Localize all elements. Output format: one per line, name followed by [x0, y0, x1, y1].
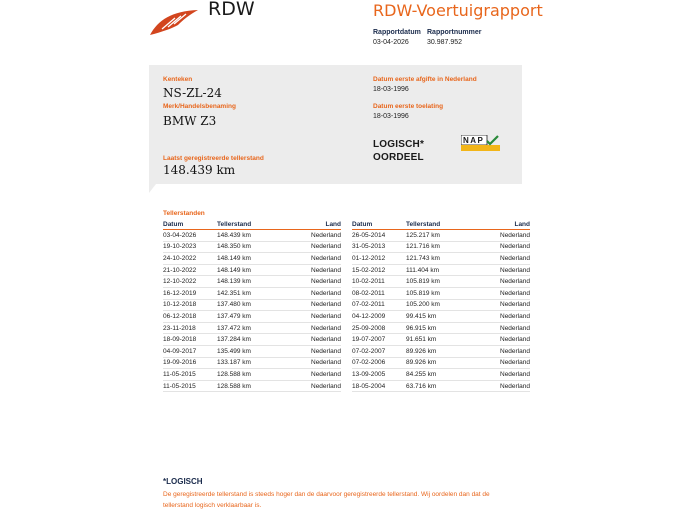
cell-country: Nederland [476, 369, 530, 381]
odometer-label: Laatst geregistreerde tellerstand [163, 155, 264, 162]
report-number-value: 30.987.952 [427, 39, 463, 46]
cell-reading: 148.149 km [217, 253, 287, 265]
cell-date: 07-02-2011 [352, 299, 406, 311]
cell-reading: 121.743 km [406, 253, 476, 265]
table-row [163, 322, 341, 334]
cell-date: 01-12-2012 [352, 253, 406, 265]
table-row [352, 253, 530, 265]
cell-country: Nederland [476, 322, 530, 334]
cell-reading: 99.415 km [406, 311, 476, 323]
cell-country: Nederland [476, 357, 530, 369]
cell-reading: 125.217 km [406, 230, 476, 242]
cell-reading: 105.819 km [406, 276, 476, 288]
cell-date: 31-05-2013 [352, 241, 406, 253]
col-country: Land [287, 220, 341, 230]
table-row [352, 276, 530, 288]
cell-country: Nederland [476, 287, 530, 299]
table-row [352, 299, 530, 311]
table-row [352, 241, 530, 253]
cell-country: Nederland [476, 311, 530, 323]
cell-date: 23-11-2018 [163, 322, 217, 334]
cell-reading: 148.139 km [217, 276, 287, 288]
cell-country: Nederland [287, 369, 341, 381]
cell-reading: 128.588 km [217, 369, 287, 381]
make-label: Merk/Handelsbenaming [163, 103, 236, 110]
odometer-table-right [352, 220, 530, 392]
verdict-line2: OORDEEL [373, 152, 424, 163]
report-date-label: Rapportdatum [373, 29, 421, 36]
cell-country: Nederland [287, 253, 341, 265]
table-row [163, 380, 341, 392]
cell-reading: 148.439 km [217, 230, 287, 242]
brand-name: RDW [208, 0, 255, 20]
nap-badge-text: NAP [463, 136, 485, 146]
cell-reading: 133.187 km [217, 357, 287, 369]
odometer-value: 148.439 km [163, 163, 236, 177]
cell-reading: 121.716 km [406, 241, 476, 253]
make-value: BMW Z3 [163, 114, 217, 128]
cell-date: 24-10-2022 [163, 253, 217, 265]
table-row [163, 253, 341, 265]
cell-date: 19-07-2007 [352, 334, 406, 346]
cell-country: Nederland [476, 253, 530, 265]
table-row [352, 369, 530, 381]
cell-country: Nederland [476, 241, 530, 253]
cell-date: 08-02-2011 [352, 287, 406, 299]
table-row [352, 287, 530, 299]
cell-country: Nederland [476, 334, 530, 346]
first-admission-value: 18-03-1996 [373, 113, 409, 120]
col-country: Land [476, 220, 530, 230]
table-row [352, 380, 530, 392]
cell-country: Nederland [476, 380, 530, 392]
cell-date: 06-12-2018 [163, 311, 217, 323]
cell-reading: 142.351 km [217, 287, 287, 299]
cell-reading: 148.149 km [217, 264, 287, 276]
nap-badge-icon [461, 135, 500, 151]
odometer-table-left [163, 220, 341, 392]
rdw-logo-icon [148, 8, 200, 36]
table-row [352, 345, 530, 357]
cell-country: Nederland [287, 241, 341, 253]
cell-date: 04-09-2017 [163, 345, 217, 357]
cell-reading: 137.472 km [217, 322, 287, 334]
cell-country: Nederland [287, 276, 341, 288]
cell-country: Nederland [476, 264, 530, 276]
cell-reading: 135.499 km [217, 345, 287, 357]
cell-date: 13-09-2005 [352, 369, 406, 381]
cell-country: Nederland [287, 311, 341, 323]
table-row [163, 287, 341, 299]
cell-reading: 105.819 km [406, 287, 476, 299]
cell-reading: 137.284 km [217, 334, 287, 346]
verdict-line1: LOGISCH* [373, 139, 425, 150]
cell-country: Nederland [287, 334, 341, 346]
table-row [352, 322, 530, 334]
cell-reading: 89.926 km [406, 357, 476, 369]
cell-date: 15-02-2012 [352, 264, 406, 276]
cell-date: 25-09-2008 [352, 322, 406, 334]
cell-date: 10-12-2018 [163, 299, 217, 311]
cell-reading: 84.255 km [406, 369, 476, 381]
cell-reading: 137.480 km [217, 299, 287, 311]
col-date: Datum [352, 220, 406, 230]
cell-country: Nederland [287, 345, 341, 357]
cell-date: 11-05-2015 [163, 380, 217, 392]
cell-date: 07-02-2006 [352, 357, 406, 369]
table-row [163, 311, 341, 323]
footnote-title: *LOGISCH [163, 477, 203, 486]
table-row [352, 264, 530, 276]
table-row [163, 357, 341, 369]
cell-reading: 105.200 km [406, 299, 476, 311]
table-row [163, 299, 341, 311]
verdict [373, 138, 424, 164]
cell-date: 19-09-2016 [163, 357, 217, 369]
table-row [352, 230, 530, 242]
table-row [163, 345, 341, 357]
cell-reading: 137.479 km [217, 311, 287, 323]
cell-country: Nederland [287, 230, 341, 242]
cell-date: 21-10-2022 [163, 264, 217, 276]
cell-country: Nederland [287, 322, 341, 334]
cell-date: 12-10-2022 [163, 276, 217, 288]
footnote-text: De geregistreerde tellerstand is steeds hoger dan de daarvoor geregistreerde tellerstand. Wij oordelen dan dat de tellerstand logisch verklaarbaar is. [163, 491, 490, 509]
cell-country: Nederland [287, 264, 341, 276]
col-date: Datum [163, 220, 217, 230]
cell-date: 18-09-2018 [163, 334, 217, 346]
cell-reading: 63.716 km [406, 380, 476, 392]
odometer-section-title: Tellerstanden [163, 210, 205, 217]
cell-date: 11-05-2015 [163, 369, 217, 381]
report-date-value: 03-04-2026 [373, 39, 409, 46]
cell-reading: 89.926 km [406, 345, 476, 357]
cell-country: Nederland [287, 287, 341, 299]
cell-reading: 128.588 km [217, 380, 287, 392]
report-title: RDW-Voertuigrapport [373, 1, 543, 20]
cell-country: Nederland [476, 345, 530, 357]
cell-date: 03-04-2026 [163, 230, 217, 242]
cell-reading: 148.350 km [217, 241, 287, 253]
first-nl-value: 18-03-1996 [373, 86, 409, 93]
cell-country: Nederland [287, 299, 341, 311]
table-row [163, 334, 341, 346]
plate-value: NS-ZL-24 [163, 86, 222, 100]
table-row [163, 230, 341, 242]
table-row [352, 311, 530, 323]
table-row [352, 357, 530, 369]
cell-reading: 91.651 km [406, 334, 476, 346]
cell-date: 04-12-2009 [352, 311, 406, 323]
first-nl-label: Datum eerste afgifte in Nederland [373, 76, 477, 83]
cell-country: Nederland [476, 276, 530, 288]
table-row [163, 241, 341, 253]
cell-reading: 96.915 km [406, 322, 476, 334]
cell-country: Nederland [287, 357, 341, 369]
cell-date: 26-05-2014 [352, 230, 406, 242]
vehicle-panel-corner [149, 175, 163, 193]
cell-date: 18-05-2004 [352, 380, 406, 392]
cell-date: 10-02-2011 [352, 276, 406, 288]
cell-country: Nederland [476, 299, 530, 311]
cell-date: 16-12-2019 [163, 287, 217, 299]
table-row [352, 334, 530, 346]
table-row [163, 276, 341, 288]
cell-country: Nederland [287, 380, 341, 392]
first-admission-label: Datum eerste toelating [373, 103, 444, 110]
col-reading: Tellerstand [406, 220, 476, 230]
report-number-label: Rapportnummer [427, 29, 482, 36]
table-row [163, 264, 341, 276]
cell-reading: 111.404 km [406, 264, 476, 276]
cell-country: Nederland [476, 230, 530, 242]
cell-date: 19-10-2023 [163, 241, 217, 253]
table-row [163, 369, 341, 381]
cell-date: 07-02-2007 [352, 345, 406, 357]
col-reading: Tellerstand [217, 220, 287, 230]
plate-label: Kenteken [163, 76, 193, 83]
footnote-title-text: LOGISCH [166, 477, 203, 486]
